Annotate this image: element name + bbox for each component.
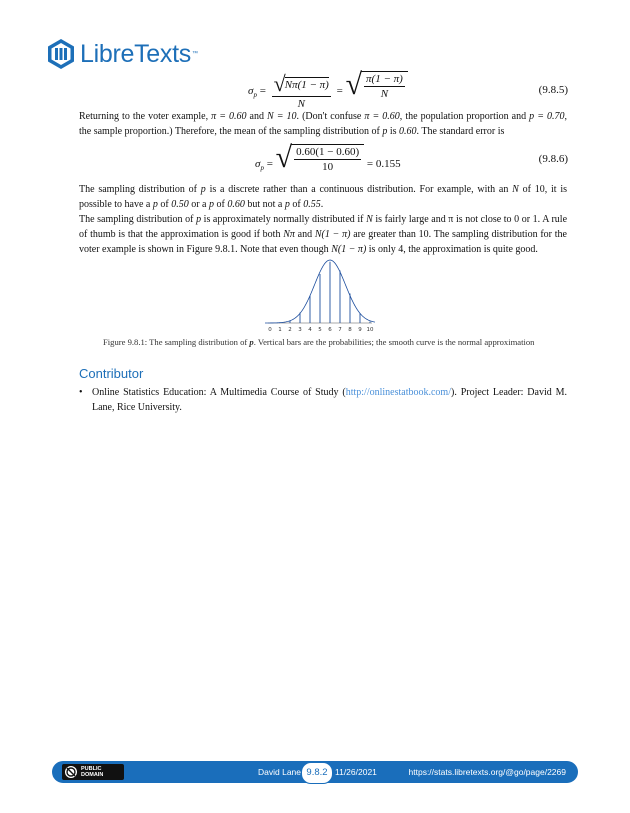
- footer-url[interactable]: https://stats.libretexts.org/@go/page/2269: [408, 767, 566, 777]
- eq2-result: = 0.155: [366, 158, 401, 170]
- eq1-sigma: σ: [248, 85, 254, 97]
- eq1-frac1: √ Nπ(1 − π) N: [273, 70, 329, 110]
- eq2-sigma: σ: [255, 158, 261, 170]
- paragraph-voter-example: Returning to the voter example, π = 0.60 and N = 10. (Don't confuse π = 0.60, the population proportion and p = 0.70, the sample proportion.) Therefore, the mean of the sampling distribution of p is 0.60. The standard error is: [79, 111, 567, 137]
- x-tick-label-0: 0: [268, 327, 272, 333]
- contributor-list-item: • Online Statistics Education: A Multimedia Course of Study (http://onlinestatbook.com/). Project Leader: David M. Lane, Rice University.: [79, 387, 567, 413]
- x-tick-label-8: 8: [348, 327, 352, 333]
- eq1-frac2: [364, 73, 405, 100]
- equation-9-8-5: $\sigma_p$ = √ Nπ(1 − π) N = √ $\frac{\pi(1 - \pi)}{N}$: [248, 70, 408, 110]
- page-footer: [52, 761, 578, 783]
- equation-number-9-8-5: (9.8.5): [538, 84, 568, 96]
- eq1-sub: p: [253, 91, 257, 100]
- libretexts-logo-icon: [46, 38, 76, 70]
- contributor-heading: Contributor: [79, 366, 144, 381]
- eq2-sqrt: √ $\frac{0.60(1 - 0.60)}{10}$: [276, 143, 365, 173]
- eq2-den: 10: [322, 160, 334, 173]
- eq1-frac1-num: Nπ(1 − π): [284, 78, 329, 91]
- x-tick-label-3: 3: [298, 327, 302, 333]
- x-tick-label-10: 10: [366, 327, 374, 333]
- footer-date: 11/26/2021: [335, 767, 377, 777]
- x-tick-label-2: 2: [288, 327, 292, 333]
- eq1-frac2-den: N: [380, 87, 389, 100]
- x-tick-label-5: 5: [318, 327, 322, 333]
- eq2-num: 0.60(1 − 0.60): [296, 145, 360, 158]
- footer-page-number: 9.8.2: [301, 762, 333, 784]
- bullet-icon: •: [79, 387, 83, 398]
- logo-trademark: ™: [191, 51, 198, 57]
- eq2-frac: [294, 146, 361, 173]
- x-tick-label-6: 6: [328, 327, 332, 333]
- figure-label: Figure 9.8.1: [103, 337, 145, 347]
- x-tick-label-7: 7: [338, 327, 342, 333]
- equation-number-9-8-6: (9.8.6): [538, 153, 568, 165]
- paragraph-discrete-distribution: The sampling distribution of p is a discrete rather than a continuous distribution. For example, with an N of 10, it is possible to have a p of 0.50 or a p of 0.60 but not a p of 0.55.: [79, 184, 568, 210]
- eq2-sub: p: [260, 164, 264, 173]
- eq1-frac2-num: π(1 − π): [366, 72, 403, 85]
- x-tick-label-1: 1: [278, 327, 282, 333]
- footer-author: David Lane: [258, 767, 302, 777]
- equation-9-8-6: $\sigma_p$ = √ $\frac{0.60(1 - 0.60)}{10}$ = 0.155: [255, 141, 401, 174]
- figure-caption: Figure 9.8.1: The sampling distribution of p. Vertical bars are the probabilities; the smooth curve is the normal approximation: [103, 337, 535, 347]
- public-domain-icon: [64, 765, 78, 779]
- public-domain-badge[interactable]: [62, 764, 124, 780]
- libretexts-logo[interactable]: [46, 38, 198, 70]
- sampling-distribution-chart: [260, 255, 380, 335]
- logo-text: LibreTexts: [80, 39, 191, 68]
- eq1-frac1-den: N: [297, 97, 305, 110]
- x-tick-label-9: 9: [358, 327, 362, 333]
- eq1-sqrt2: √ $\frac{\pi(1 - \pi)}{N}$: [346, 70, 408, 100]
- onlinestatbook-link[interactable]: http://onlinestatbook.com/: [345, 387, 451, 398]
- paragraph-normal-approximation: The sampling distribution of p is approximately normally distributed if N is fairly large and π is not close to 0 or 1. A rule of thumb is that the approximation is good if both Nπ and N(1 − π) are greater than 10. The sampling distribution for the voter example is shown in Figure 9.8.1. Note that even though N(1 − π) is only 4, the approximation is quite good.: [79, 214, 568, 255]
- public-domain-text: PUBLIC DOMAIN: [81, 766, 104, 778]
- x-tick-label-4: 4: [308, 327, 312, 333]
